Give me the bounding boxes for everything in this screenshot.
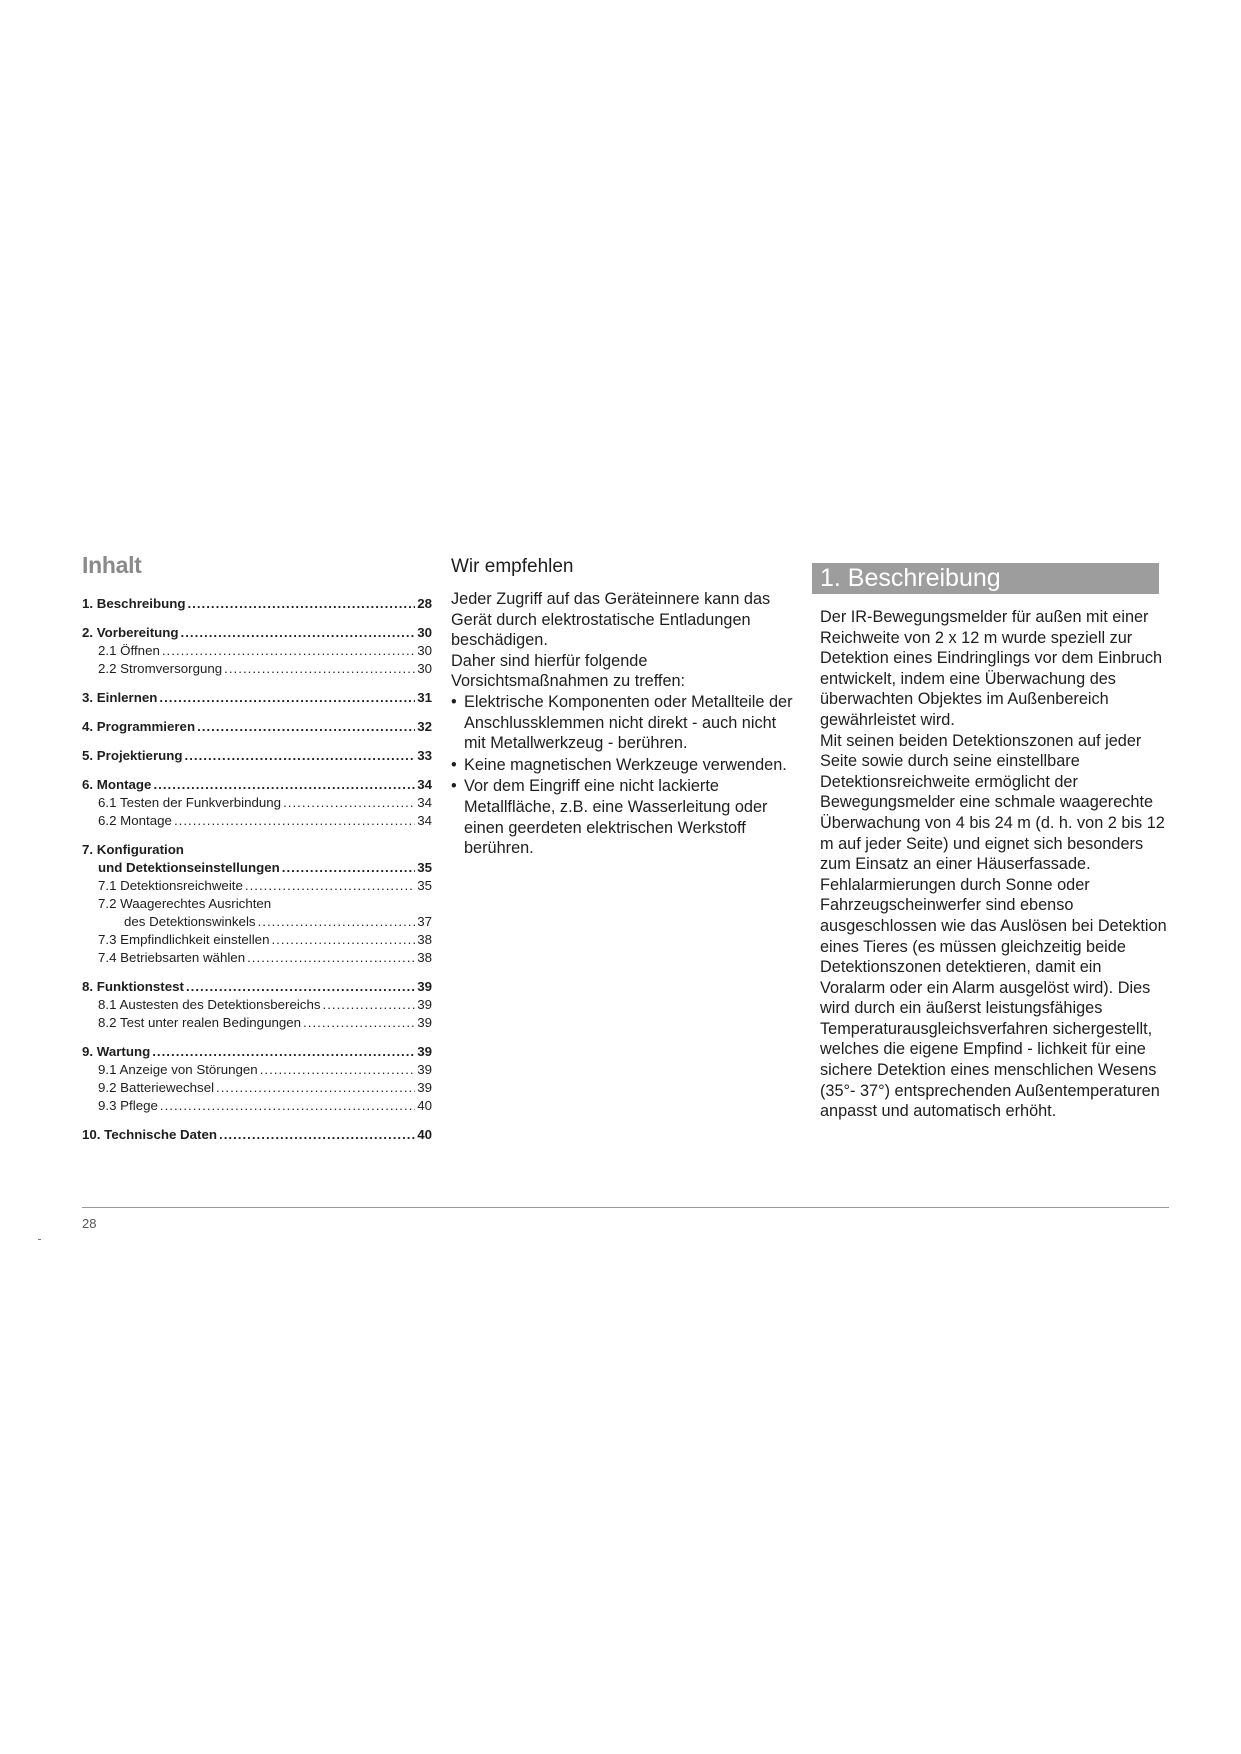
toc-group	[82, 624, 432, 678]
toc-entry-page: 40	[417, 1127, 432, 1142]
bullet-icon: •	[451, 755, 457, 774]
toc-entry-label: 9.2 Batteriewechsel	[98, 1080, 215, 1095]
toc-leader-dots	[271, 931, 415, 949]
toc-entry-label: 2. Vorbereitung	[82, 625, 179, 640]
toc-entry	[82, 949, 432, 967]
toc-entry	[82, 689, 432, 707]
recommendation-list	[451, 692, 799, 859]
description-paragraph-2: Mit seinen beiden Detektionszonen auf jeder Seite sowie durch seine einstellbare Detektionsreichweite ermöglicht der Bewegungsmelder eine schmale waagerechte Überwachung von 4 bis 24 m (d. h. von 2 bis 12 m auf jeder Seite) und eignet sich besonders zum Einsatz an einer Häuserfassade.	[820, 731, 1165, 874]
toc-entry	[82, 1097, 432, 1115]
toc-leader-dots	[303, 1014, 415, 1032]
toc-group	[82, 595, 432, 613]
toc-entry	[82, 794, 432, 812]
toc-leader-dots	[197, 718, 415, 736]
toc-list	[82, 595, 432, 1144]
toc-entry-label: 7.1 Detektionsreichweite	[98, 878, 243, 893]
recommendation-section	[451, 556, 799, 860]
toc-entry-page: 39	[417, 1062, 432, 1077]
toc-leader-dots	[260, 1061, 416, 1079]
table-of-contents	[82, 552, 432, 1155]
description-section	[820, 563, 1169, 1122]
toc-group	[82, 718, 432, 736]
toc-entry	[82, 776, 432, 794]
toc-leader-dots	[216, 1079, 415, 1097]
toc-entry	[82, 660, 432, 678]
toc-leader-dots	[174, 812, 415, 830]
toc-entry-label: 8. Funktionstest	[82, 979, 184, 994]
toc-leader-dots	[258, 913, 416, 931]
footer-divider	[82, 1207, 1169, 1208]
toc-leader-dots	[283, 794, 415, 812]
toc-entry-label: 7.3 Empfindlichkeit einstellen	[98, 932, 270, 947]
toc-leader-dots	[153, 776, 415, 794]
toc-entry-page: 39	[417, 1015, 432, 1030]
toc-entry-page: 39	[417, 1080, 432, 1095]
toc-entry-page: 35	[417, 860, 432, 875]
section-heading: 1. Beschreibung	[820, 564, 1001, 592]
toc-leader-dots	[186, 978, 415, 996]
toc-entry-page: 38	[417, 950, 432, 965]
toc-entry-page: 30	[417, 661, 432, 676]
toc-entry	[82, 1079, 432, 1097]
toc-leader-dots	[185, 747, 416, 765]
toc-entry	[82, 841, 432, 859]
toc-title: Inhalt	[82, 552, 142, 578]
toc-entry	[82, 812, 432, 830]
toc-entry	[82, 978, 432, 996]
list-item: • Keine magnetischen Werkzeuge verwenden.	[451, 755, 787, 774]
recommendation-intro: Jeder Zugriff auf das Geräteinnere kann das Gerät durch elektrostatische Entladungen beschädigen.	[451, 590, 771, 650]
toc-group	[82, 689, 432, 707]
toc-entry-label: 7.4 Betriebsarten wählen	[98, 950, 246, 965]
toc-group	[82, 776, 432, 830]
toc-entry	[82, 747, 432, 765]
toc-entry-label: 6.2 Montage	[98, 813, 172, 828]
toc-entry-page: 39	[417, 997, 432, 1012]
toc-entry	[82, 1126, 432, 1144]
toc-entry-label: 4. Programmieren	[82, 719, 196, 734]
toc-leader-dots	[282, 859, 415, 877]
list-item: • Vor dem Eingriff eine nicht lackierte Metallfläche, z.B. eine Wasserleitung oder einen geerdeten elektrischen Werkstoff berühren.	[451, 777, 768, 858]
description-paragraph-1: Der IR-Bewegungsmelder für außen mit einer Reichweite von 2 x 12 m wurde speziell zur Detektion eines Eindringlings vor dem Einbruch entwickelt, indem eine Überwachung des überwachten Objektes im Außenbereich gewährleistet wird.	[820, 608, 1163, 729]
toc-entry-label: 9.1 Anzeige von Störungen	[98, 1062, 258, 1077]
toc-entry-page: 33	[417, 748, 432, 763]
toc-entry-page: 28	[417, 596, 432, 611]
toc-group	[82, 1043, 432, 1115]
toc-entry-page: 40	[417, 1098, 432, 1113]
bullet-icon: •	[451, 777, 457, 796]
toc-entry-label: 5. Projektierung	[82, 748, 183, 763]
recommendation-title: Wir empfehlen	[451, 556, 574, 577]
toc-entry	[82, 1061, 432, 1079]
toc-entry-page: 30	[417, 625, 432, 640]
toc-entry-label: und Detektionseinstellungen	[98, 860, 280, 875]
toc-leader-dots	[245, 877, 415, 895]
toc-group	[82, 1126, 432, 1144]
toc-entry-page: 39	[417, 979, 432, 994]
toc-entry	[82, 1043, 432, 1061]
toc-entry-label: 1. Beschreibung	[82, 596, 186, 611]
toc-entry	[82, 642, 432, 660]
toc-entry	[82, 624, 432, 642]
toc-leader-dots	[159, 689, 415, 707]
toc-entry-page: 34	[417, 813, 432, 828]
toc-entry-page: 37	[417, 914, 432, 929]
toc-entry-label: 9.3 Pflege	[98, 1098, 158, 1113]
page-number: 28	[82, 1216, 97, 1231]
bullet-icon: •	[451, 692, 457, 711]
description-paragraph-3: Fehlalarmierungen durch Sonne oder Fahrzeugscheinwerfer sind ebenso ausgeschlossen wie das Auslösen bei Detektion eines Tieres (es müssen gleichzeitig beide Detektionszonen detektieren, damit ein Voralarm oder ein Alarm ausgelöst wird). Dies wird durch ein äußerst leistungsfähiges Temperaturausgleichsverfahren sichergestellt, welches die eigene Empfind - lichkeit für eine sichere Detektion eines menschlichen Wesens (35°- 37°) entsprechenden Außentemperaturen anpasst und automatisch erhöht.	[820, 875, 1167, 1121]
toc-group	[82, 841, 432, 967]
toc-entry-label: des Detektionswinkels	[124, 914, 256, 929]
toc-entry-label: 8.2 Test unter realen Bedingungen	[98, 1015, 302, 1030]
toc-leader-dots	[219, 1126, 415, 1144]
toc-group	[82, 978, 432, 1032]
toc-entry-label: 6.1 Testen der Funkverbindung	[98, 795, 282, 810]
toc-entry-label: 2.2 Stromversorgung	[98, 661, 223, 676]
toc-entry-label: 9. Wartung	[82, 1044, 151, 1059]
toc-leader-dots	[187, 595, 415, 613]
toc-entry	[82, 718, 432, 736]
toc-leader-dots	[323, 996, 416, 1014]
toc-entry	[82, 913, 432, 931]
toc-entry	[82, 996, 432, 1014]
toc-entry-page: 34	[417, 795, 432, 810]
toc-leader-dots	[181, 624, 416, 642]
toc-entry-label: 7.2 Waagerechtes Ausrichten	[98, 896, 272, 911]
toc-leader-dots	[160, 1097, 415, 1115]
toc-entry-page: 31	[417, 690, 432, 705]
list-item: • Elektrische Komponenten oder Metallteile der Anschlussklemmen nicht direkt - auch nicht mit Metallwerkzeug - berühren.	[451, 692, 793, 753]
toc-entry-page: 35	[417, 878, 432, 893]
toc-entry-label: 3. Einlernen	[82, 690, 158, 705]
toc-entry-page: 38	[417, 932, 432, 947]
toc-entry	[82, 595, 432, 613]
toc-leader-dots	[224, 660, 415, 678]
toc-leader-dots	[247, 949, 415, 967]
toc-group	[82, 747, 432, 765]
section-heading-banner	[812, 563, 1159, 594]
toc-entry-page: 34	[417, 777, 432, 792]
toc-entry-label: 7. Konfiguration	[82, 842, 184, 857]
toc-leader-dots	[152, 1043, 415, 1061]
toc-entry	[82, 895, 432, 913]
toc-entry	[82, 1014, 432, 1032]
toc-entry-page: 30	[417, 643, 432, 658]
toc-entry-label: 10. Technische Daten	[82, 1127, 217, 1142]
toc-entry	[82, 859, 432, 877]
toc-leader-dots	[162, 642, 415, 660]
margin-mark	[38, 1239, 41, 1240]
toc-entry-label: 8.1 Austesten des Detektionsbereichs	[98, 997, 321, 1012]
toc-entry	[82, 877, 432, 895]
recommendation-intro-2: Daher sind hierfür folgende Vorsichtsmaßnahmen zu treffen:	[451, 651, 686, 691]
toc-entry	[82, 931, 432, 949]
toc-entry-label: 2.1 Öffnen	[98, 643, 160, 658]
toc-entry-label: 6. Montage	[82, 777, 152, 792]
toc-entry-page: 39	[417, 1044, 432, 1059]
toc-entry-page: 32	[417, 719, 432, 734]
